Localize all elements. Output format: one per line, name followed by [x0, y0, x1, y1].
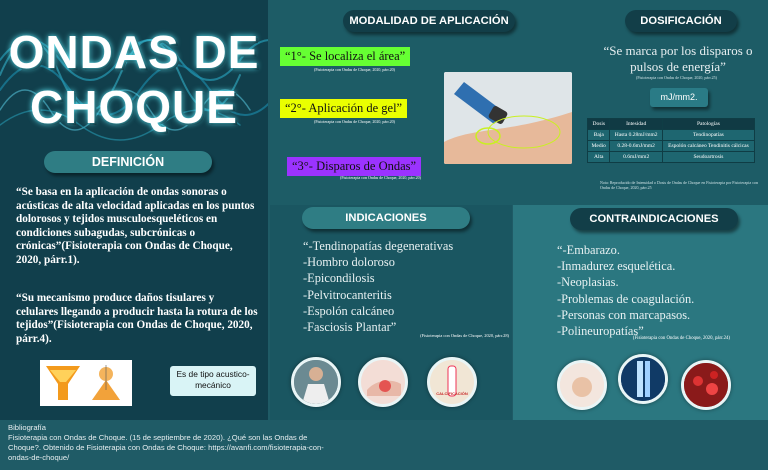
contraindicaciones-heading: CONTRAINDICACIONES [570, 208, 738, 230]
table-header: Dosis [588, 119, 610, 130]
table-cell: Alta [588, 152, 610, 163]
list-item: -Inmadurez esquelética. [557, 259, 676, 274]
indicaciones-heading: INDICACIONES [302, 207, 470, 229]
table-footnote: Nota: Reproducido de Intensidad o Dosis de Ondas de Choque en Fisioterapia por Fisioterapia con Ondas de Choque, 2020, párr.25 [600, 180, 758, 190]
table-header: Intesidad [610, 119, 662, 130]
list-item: -Polineuropatías” [557, 324, 644, 339]
list-item: -Epicondilosis [303, 271, 375, 286]
definicion-para2: “Su mecanismo produce daños tisulares y celulares llegando a producir hasta la rotura de los tejidos”(Fisioterapia con Ondas de Choque, 2020, párr.4). [16, 292, 258, 345]
list-item: -Pelvitrocanteritis [303, 287, 392, 302]
pregnancy-image-icon [557, 360, 607, 410]
bibliografia-heading: Bibliografía [8, 423, 46, 432]
list-item: -Hombro doloroso [303, 255, 395, 270]
list-item: “-Tendinopatías degenerativas [303, 239, 454, 253]
funnel-diagram-image [40, 360, 132, 406]
title-line1: ONDAS DE [8, 26, 260, 78]
table-cell: Baja [588, 130, 610, 141]
treatment-photo [444, 72, 572, 164]
definicion-heading: DEFINICIÓN [44, 151, 212, 173]
dosis-table [587, 118, 755, 163]
step-2: “2°- Aplicación de gel” [280, 99, 407, 118]
blood-cells-image-icon [681, 360, 731, 410]
definicion-para1: “Se basa en la aplicación de ondas sonoras o acústicas de alta velocidad aplicadas en los puntos dolorosos y tejidos musculoesqueléticos en condiciones subagudas, subcrónicas o crónicas”(Fisioterapia con Ondas de Choque, 2020, párr.1). [16, 186, 255, 266]
shoulder-image-icon [291, 357, 341, 407]
table-row [588, 152, 755, 163]
table-cell: Medio [588, 141, 610, 152]
dosificacion-cite: (Fisioterapia con Ondas de Choque, 2020, párr.25) [636, 75, 717, 80]
list-item: -Personas con marcapasos. [557, 307, 691, 322]
bibliografia-entry: Fisioterapia con Ondas de Choque. (15 de septiembre de 2020). ¿Qué son las Ondas de Choque?. Obtenido de Fisioterapia con Ondas de Choque: https://avanfi.com/fisioterapia-con-ondas-de-choque/ [8, 433, 324, 462]
step-3: “3°- Disparos de Ondas” [287, 157, 421, 176]
table-cell: 0.6mJ/mm2 [610, 152, 662, 163]
table-cell: Espolón calcáneo Tendinitis cálcicas [662, 141, 754, 152]
title-line2: CHOQUE [30, 81, 238, 133]
list-item: -Neoplasias. [557, 275, 619, 290]
table-cell: Hasta 0.28mJ/mm2 [610, 130, 662, 141]
step-1-cite: (Fisioterapia con Ondas de Choque, 2020, párr.20) [314, 67, 395, 72]
dosificacion-quote: “Se marca por los disparos o pulsos de energía” [603, 43, 753, 74]
calcification-label: CALCIFICACIÓN [436, 391, 468, 396]
table-header: Patologías [662, 119, 754, 130]
step-3-cite: (Fisioterapia con Ondas de Choque, 2020, párr.20) [340, 175, 421, 180]
type-note: Es de tipo acustico-mecánico [170, 366, 256, 396]
table-cell: Tendinopatías [662, 130, 754, 141]
table-cell: 0.28-0.6mJ/mm2 [610, 141, 662, 152]
list-item: -Espolón calcáneo [303, 303, 395, 318]
step-2-cite: (Fisioterapia con Ondas de Choque, 2020, párr.20) [314, 119, 395, 124]
contraindicaciones-list [557, 242, 757, 339]
bibliografia [8, 423, 328, 463]
indicaciones-list [303, 238, 503, 335]
step-1: “1°- Se localiza el área” [280, 47, 410, 66]
table-row [588, 130, 755, 141]
list-item: “-Embarazo. [557, 243, 620, 257]
table-row [588, 141, 755, 152]
contraindicaciones-cite: (Fisioterapia con Ondas de Choque, 2020, párr.24) [632, 336, 730, 341]
modalidad-heading: MODALIDAD DE APLICACIÓN [343, 10, 515, 32]
heel-image-icon [358, 357, 408, 407]
table-cell: Seudoartrosis [662, 152, 754, 163]
list-item: -Problemas de coagulación. [557, 291, 695, 306]
calcification-image-icon [427, 357, 477, 407]
bone-xray-image-icon [618, 354, 668, 404]
indicaciones-cite: (Fisioterapia con Ondas de Choque, 2020, párr.28) [420, 333, 509, 338]
unit-badge: mJ/mm2. [650, 88, 708, 107]
dosificacion-heading: DOSIFICACIÓN [625, 10, 737, 32]
list-item: -Fasciosis Plantar” [303, 320, 397, 335]
